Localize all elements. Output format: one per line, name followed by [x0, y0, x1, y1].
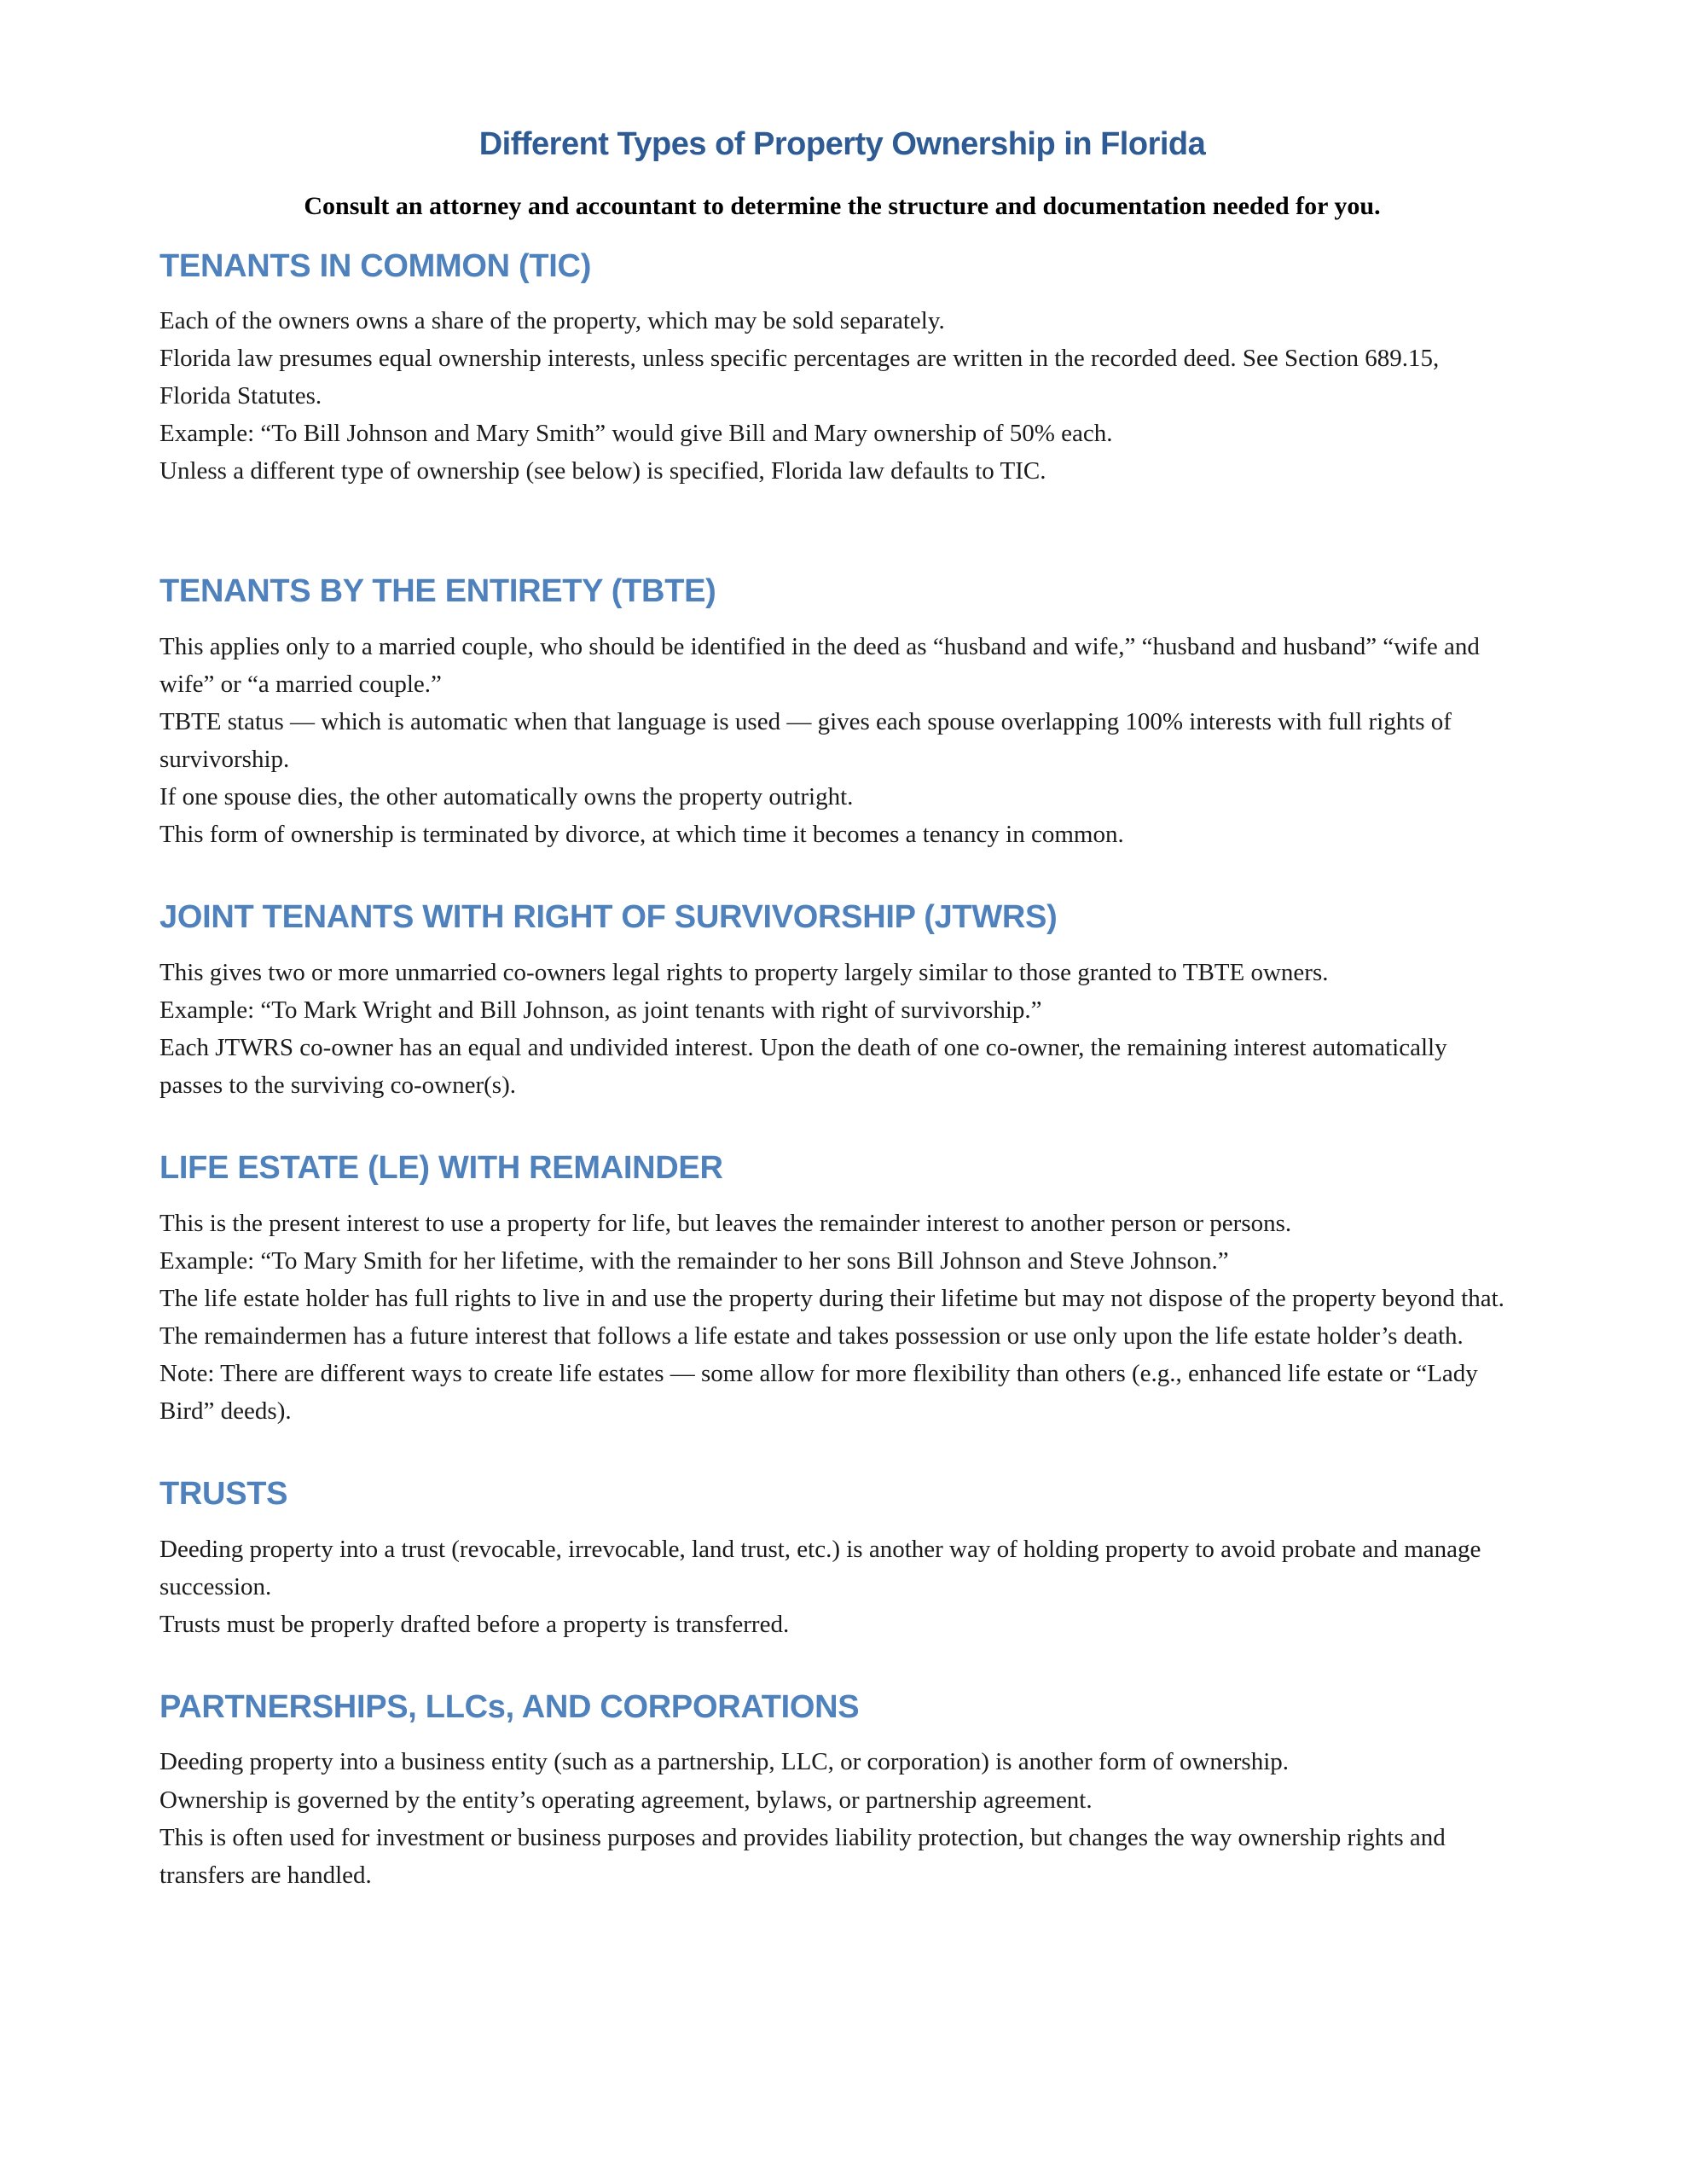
paragraph: TBTE status — which is automatic when that language is used — gives each spouse overlapping 100% interests with full rights of survivorship. [159, 708, 1452, 774]
paragraph: This is often used for investment or business purposes and provides liability protection, but changes the way ownership rights and transfers are handled. [159, 1823, 1446, 1889]
document-subtitle: Consult an attorney and accountant to determine the structure and documentation needed for you. [304, 191, 1381, 220]
section-tenants-by-entirety [159, 572, 1525, 853]
section-joint-tenants-survivorship [159, 897, 1525, 1104]
paragraph: Unless a different type of ownership (see below) is specified, Florida law defaults to TIC. [159, 457, 1046, 485]
section-tenants-in-common [159, 247, 1525, 491]
paragraph: Deeding property into a business entity (such as a partnership, LLC, or corporation) is another form of ownership. [159, 1748, 1290, 1776]
paragraph: The remaindermen has a future interest that follows a life estate and takes possession or use only upon the life estate holder’s death. [159, 1322, 1464, 1350]
paragraph: The life estate holder has full rights to live in and use the property during their lifetime but may not dispose of the property beyond that. [159, 1284, 1504, 1312]
paragraph: Deeding property into a trust (revocable, irrevocable, land trust, etc.) is another way of holding property to avoid probate and manage succession. [159, 1535, 1481, 1600]
paragraph: Example: “To Mary Smith for her lifetime, with the remainder to her sons Bill Johnson and Steve Johnson.” [159, 1246, 1229, 1275]
section-heading-tbte: TENANTS BY THE ENTIRETY (TBTE) [159, 573, 716, 610]
paragraph: Ownership is governed by the entity’s operating agreement, bylaws, or partnership agreement. [159, 1786, 1093, 1814]
paragraph: Trusts must be properly drafted before a property is transferred. [159, 1610, 790, 1638]
paragraph: Example: “To Bill Johnson and Mary Smith” would give Bill and Mary ownership of 50% each. [159, 420, 1113, 448]
section-heading-partnerships: PARTNERSHIPS, LLCs, AND CORPORATIONS [159, 1688, 860, 1725]
section-partnerships-llcs-corporations [159, 1687, 1525, 1894]
document-title: Different Types of Property Ownership in Florida [478, 126, 1206, 162]
section-heading-trusts: TRUSTS [159, 1476, 288, 1513]
section-trusts [159, 1474, 1525, 1643]
paragraph: This applies only to a married couple, who should be identified in the deed as “husband and wife,” “husband and husband” “wife and wife” or “a married couple.” [159, 632, 1480, 699]
section-heading-jtwrs: JOINT TENANTS WITH RIGHT OF SURVIVORSHIP (JTWRS) [159, 899, 1058, 936]
paragraph: This gives two or more unmarried co-owners legal rights to property largely similar to those granted to TBTE owners. [159, 958, 1329, 986]
paragraph: This form of ownership is terminated by divorce, at which time it becomes a tenancy in common. [159, 821, 1124, 849]
section-heading-tic: TENANTS IN COMMON (TIC) [159, 247, 592, 284]
paragraph: Florida law presumes equal ownership interests, unless specific percentages are written in the recorded deed. See Section 689.15, Florida Statutes. [159, 345, 1440, 410]
section-heading-le: LIFE ESTATE (LE) WITH REMAINDER [159, 1150, 723, 1187]
paragraph: Example: “To Mark Wright and Bill Johnson, as joint tenants with right of survivorship.” [159, 996, 1042, 1025]
section-life-estate-remainder [159, 1148, 1525, 1430]
paragraph: Each JTWRS co-owner has an equal and undivided interest. Upon the death of one co-owner, the remaining interest automatically passes to the surviving co-owner(s). [159, 1034, 1447, 1100]
paragraph: If one spouse dies, the other automatically owns the property outright. [159, 783, 854, 811]
paragraph: Each of the owners owns a share of the property, which may be sold separately. [159, 307, 945, 335]
paragraph: Note: There are different ways to create life estates — some allow for more flexibility than others (e.g., enhanced life estate or “Lady Bird” deeds). [159, 1360, 1478, 1426]
paragraph: This is the present interest to use a property for life, but leaves the remainder interest to another person or persons. [159, 1209, 1292, 1237]
